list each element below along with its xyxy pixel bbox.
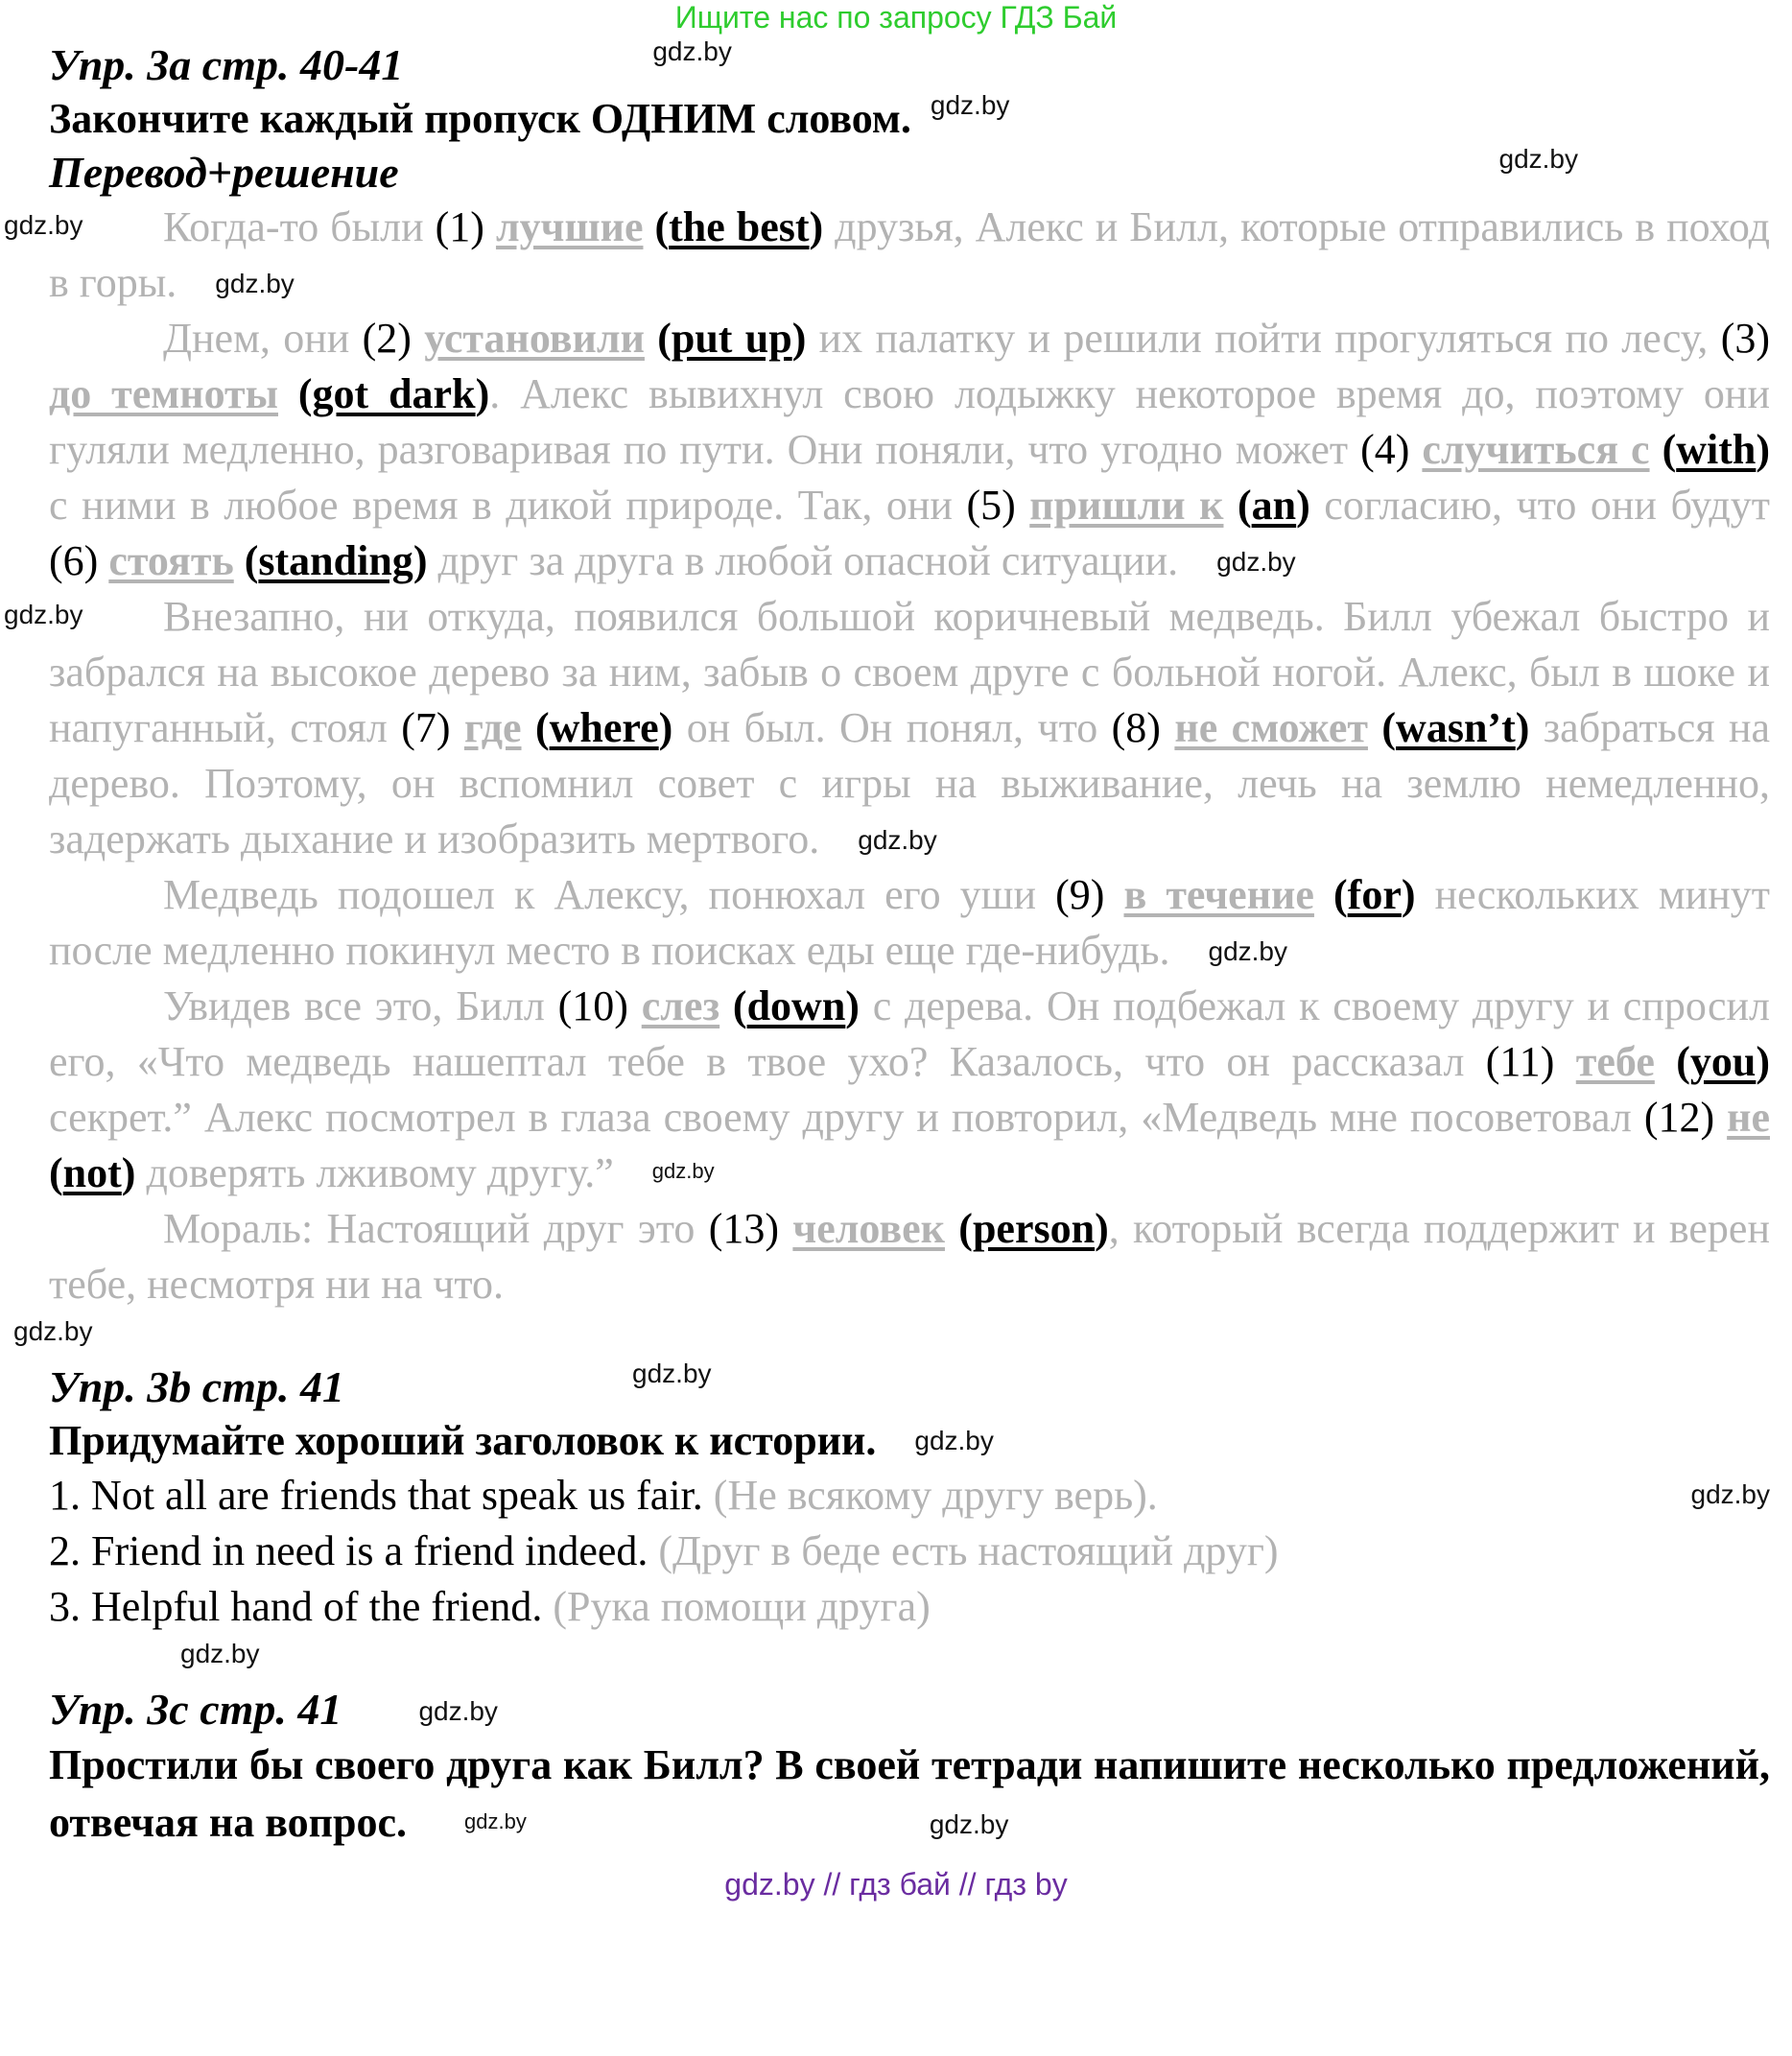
answer-english-word: standing	[258, 537, 413, 584]
paragraph-indent	[49, 1233, 163, 1242]
watermark: gdz.by	[4, 600, 83, 629]
answer-english-word: down	[746, 982, 846, 1029]
answer-russian: человек	[792, 1205, 945, 1252]
watermark: gdz.by	[1690, 1479, 1770, 1509]
paragraph	[4, 589, 1771, 867]
exercise-3b-task-row	[49, 1414, 1770, 1468]
exercise-3a-text	[4, 200, 1771, 1312]
exercise-3c-task: Простили бы своего друга как Билл? В своей тетради напишите несколько предложений, отвечая на вопрос.	[49, 1741, 1770, 1846]
answer-english-word: put up	[671, 315, 792, 362]
answer-english-word: person	[972, 1205, 1096, 1252]
text: друг за друга в любой опасной ситуации.	[427, 537, 1179, 584]
text	[945, 1205, 958, 1252]
answer-russian: случиться с	[1422, 426, 1650, 473]
text	[645, 315, 657, 362]
top-banner[interactable]: Ищите нас по запросу ГДЗ Бай	[674, 0, 1118, 35]
answer-english: (down)	[732, 982, 860, 1029]
answer-english-word: you	[1689, 1038, 1757, 1085]
answer-russian: установили	[424, 315, 645, 362]
text: Когда-то были	[163, 203, 436, 250]
list-item	[49, 1579, 1770, 1635]
text: нескольких минут после медленно покинул место в поисках еды еще где-нибудь.	[49, 871, 1771, 974]
answer-english-word: where	[549, 704, 659, 751]
paragraph-indent	[49, 899, 163, 909]
answer-english: (person)	[958, 1205, 1109, 1252]
exercise-3a-task-row	[49, 92, 1770, 146]
watermark-line	[13, 1312, 1770, 1360]
watermark: gdz.by	[4, 210, 83, 240]
answer-english-word: wasn’t	[1396, 704, 1516, 751]
item-number: 1.	[49, 1472, 81, 1519]
text: Медведь подошел к Алексу, понюхал его уши	[163, 871, 1056, 918]
item-number: 2.	[49, 1527, 81, 1574]
paragraph-indent	[4, 600, 163, 630]
answer-english-word: not	[62, 1149, 122, 1196]
watermark: gdz.by	[858, 825, 937, 855]
text: Днем, они	[163, 315, 363, 362]
exercise-3a-heading: Упр. 3а стр. 40-41	[49, 40, 404, 89]
text: с дерева. Он подбежал к своему другу и спросил его, «Что медведь нашептал тебе в твое ухо? Казалось, что он рассказал	[49, 982, 1771, 1085]
watermark: gdz.by	[929, 1809, 1009, 1839]
paragraph	[49, 311, 1770, 589]
item-translation: (Друг в беде есть настоящий друг)	[658, 1527, 1279, 1574]
exercise-3a-subtitle-row	[49, 146, 1770, 200]
text	[643, 203, 654, 250]
answer-english: (for)	[1333, 871, 1416, 918]
text	[1223, 482, 1238, 529]
answer-english-word: for	[1347, 871, 1402, 918]
text	[719, 982, 733, 1029]
text: . Алекс вывихнул свою лодыжку некоторое время до, поэтому они гуляли медленно, разговаривая по пути. Они поняли, что угодно может	[49, 370, 1771, 473]
title-list	[49, 1468, 1770, 1635]
watermark: gdz.by	[418, 1696, 498, 1726]
item-translation: (Рука помощи друга)	[553, 1583, 931, 1630]
text: он был. Он понял, что	[672, 704, 1112, 751]
answer-english: (an)	[1237, 482, 1310, 529]
answer-russian: в течение	[1123, 871, 1314, 918]
exercise-3b-task: Придумайте хороший заголовок к истории.	[49, 1417, 877, 1464]
paragraph	[4, 200, 1771, 311]
gap-number: (7)	[401, 704, 464, 751]
answer-english: (standing)	[244, 537, 428, 584]
text: Внезапно, ни откуда, появился большой коричневый медведь. Билл убежал быстро и забрался на высокое дерево за ним, забыв о своем друге с больной ногой. Алекс, был в шоке и напуганный, стоял	[49, 593, 1770, 751]
watermark: gdz.by	[13, 1316, 93, 1346]
watermark-line	[49, 1635, 1770, 1683]
text	[1314, 871, 1333, 918]
exercise-3c-heading-row	[49, 1683, 1770, 1737]
gap-number: (8)	[1111, 704, 1175, 751]
answer-english-word: got dark	[312, 370, 476, 417]
gap-number: (3)	[1720, 315, 1770, 362]
answer-russian: тебе	[1575, 1038, 1655, 1085]
text: Увидев все это, Билл	[163, 982, 558, 1029]
paragraph	[49, 1201, 1770, 1312]
answer-english: (put up)	[657, 315, 807, 362]
watermark: gdz.by	[652, 36, 732, 66]
text	[234, 537, 245, 584]
gap-number: (6)	[49, 537, 109, 584]
watermark: gdz.by	[180, 1639, 260, 1668]
gap-number: (9)	[1055, 871, 1124, 918]
page-content	[0, 38, 1792, 1852]
text: их палатку и решили пойти прогуляться по лесу,	[806, 315, 1721, 362]
answer-english-word: an	[1251, 482, 1297, 529]
paragraph-indent	[49, 1010, 163, 1020]
item-translation: (Не всякому другу верь).	[713, 1472, 1158, 1519]
text	[522, 704, 535, 751]
watermark: gdz.by	[632, 1359, 712, 1388]
watermark: gdz.by	[930, 90, 1010, 120]
answer-english: (not)	[49, 1149, 136, 1196]
text	[1650, 426, 1662, 473]
text: с ними в любое время в дикой природе. Так, они	[49, 482, 967, 529]
exercise-3c-task-block	[49, 1737, 1770, 1852]
answer-russian: стоять	[108, 537, 234, 584]
gap-number: (10)	[557, 982, 642, 1029]
gap-number: (13)	[708, 1205, 793, 1252]
answer-english: (got dark)	[297, 370, 490, 417]
bottom-banner[interactable]: gdz.by // гдз бай // гдз by	[724, 1867, 1068, 1902]
text	[1368, 704, 1381, 751]
watermark: gdz.by	[914, 1426, 994, 1455]
paragraph-indent	[49, 343, 163, 352]
gap-number: (5)	[966, 482, 1030, 529]
answer-russian: где	[463, 704, 522, 751]
gap-number: (4)	[1360, 426, 1423, 473]
answer-english: (the best)	[654, 203, 824, 250]
watermark: gdz.by	[215, 269, 295, 298]
exercise-3a-subtitle: Перевод+решение	[49, 148, 399, 197]
answer-english: (you)	[1676, 1038, 1770, 1085]
exercise-3b-heading-row	[49, 1360, 1770, 1414]
answer-english: (with)	[1662, 426, 1771, 473]
answer-english: (where)	[534, 704, 673, 751]
answer-russian: до темноты	[49, 370, 278, 417]
answer-russian: пришли к	[1029, 482, 1224, 529]
item-english: Friend in need is a friend indeed.	[91, 1527, 648, 1574]
exercise-3c-heading: Упр. 3c стр. 41	[49, 1685, 342, 1734]
gap-number: (2)	[362, 315, 425, 362]
gap-number: (1)	[435, 203, 496, 250]
text: Мораль: Настоящий друг это	[163, 1205, 709, 1252]
paragraph-indent	[4, 210, 163, 241]
answer-english-word: the best	[669, 203, 810, 250]
text: согласию, что они будут	[1309, 482, 1771, 529]
answer-russian: не	[1727, 1094, 1770, 1141]
exercise-3a-heading-row	[49, 38, 1770, 92]
watermark: gdz.by	[651, 1159, 715, 1183]
exercise-3a-task: Закончите каждый пропуск ОДНИМ словом.	[49, 95, 911, 142]
answer-russian: лучшие	[495, 203, 644, 250]
paragraph	[49, 867, 1770, 979]
watermark: gdz.by	[1216, 547, 1296, 577]
text: друзья, Алекс и Билл, которые отправились в поход в горы.	[49, 203, 1771, 306]
watermark: gdz.by	[1208, 936, 1287, 966]
text: секрет.” Алекс посмотрел в глаза своему другу и повторил, «Медведь мне посоветовал	[49, 1094, 1644, 1141]
text: забраться на дерево. Поэтому, он вспомнил совет с игры на выживание, лечь на землю немедленно, задержать дыхание и изобразить мертвого.	[49, 704, 1771, 863]
gap-number: (11)	[1485, 1038, 1576, 1085]
item-english: Helpful hand of the friend.	[91, 1583, 543, 1630]
answer-english: (wasn’t)	[1381, 704, 1530, 751]
exercise-3b-heading: Упр. 3b стр. 41	[49, 1362, 345, 1411]
text: , который всегда поддержит и верен тебе, несмотря ни на что.	[49, 1205, 1771, 1308]
gap-number: (12)	[1643, 1094, 1728, 1141]
answer-russian: слез	[641, 982, 720, 1029]
item-english: Not all are friends that speak us fair.	[91, 1472, 703, 1519]
paragraph	[49, 979, 1770, 1201]
answer-english-word: with	[1676, 426, 1757, 473]
list-item	[49, 1468, 1770, 1524]
text	[1655, 1038, 1676, 1085]
answer-russian: не сможет	[1174, 704, 1368, 751]
text	[278, 370, 298, 417]
text: доверять лживому другу.”	[135, 1149, 614, 1196]
watermark: gdz.by	[1498, 144, 1578, 174]
watermark: gdz.by	[464, 1809, 527, 1833]
list-item	[49, 1524, 1770, 1579]
item-number: 3.	[49, 1583, 81, 1630]
